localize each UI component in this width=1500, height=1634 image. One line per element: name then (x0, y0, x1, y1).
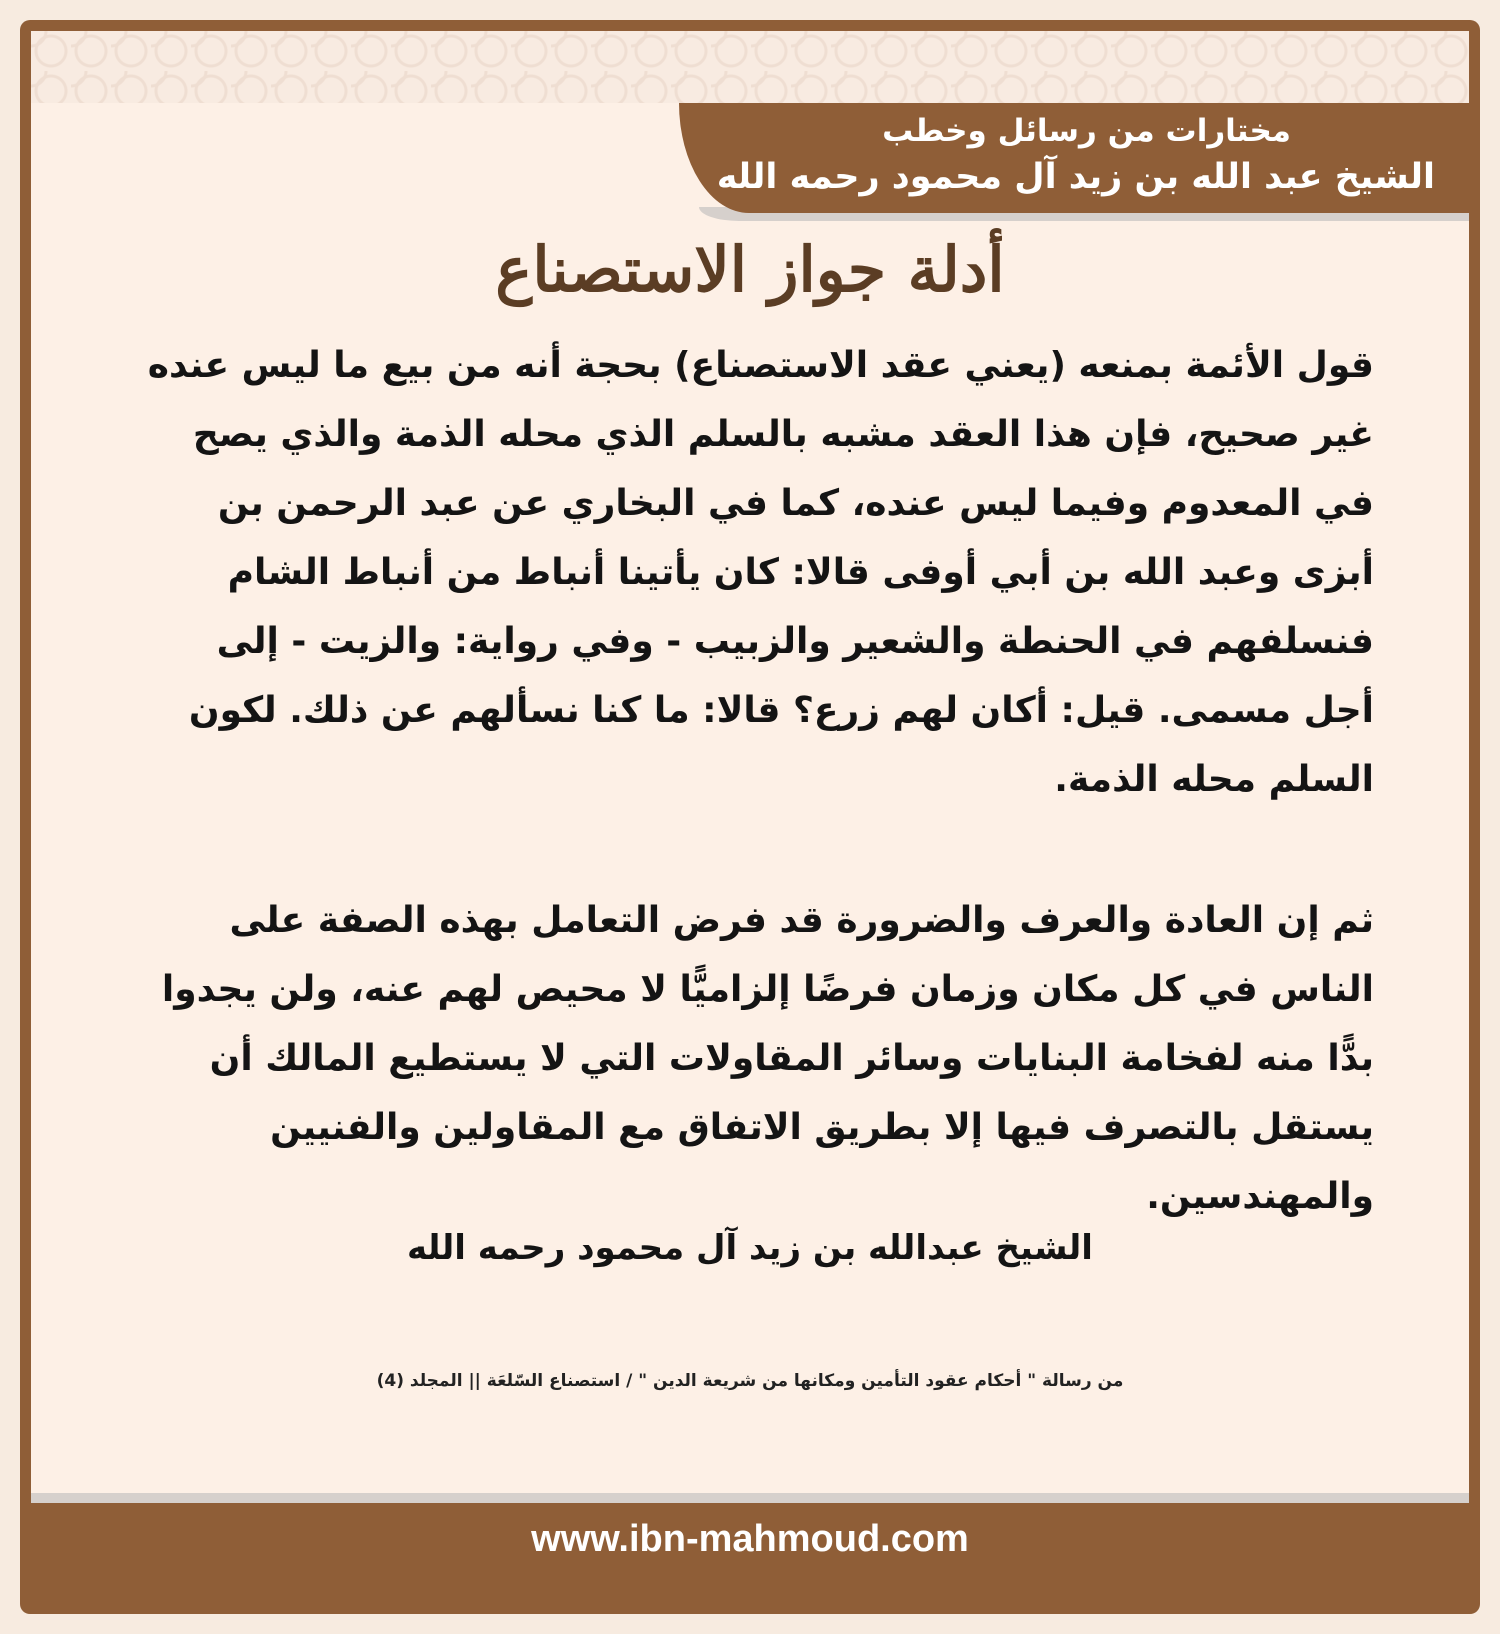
page-frame (20, 20, 1480, 1614)
decorative-pattern (31, 31, 1469, 103)
signature: الشيخ عبدالله بن زيد آل محمود رحمه الله (407, 1228, 1093, 1268)
paragraph-2: ثم إن العادة والعرف والضرورة قد فرض التعامل بهذه الصفة على الناس في كل مكان وزمان فرضًا إلزاميًّا لا محيص لهم عنه، ولن يجدوا بدًّا منه لفخامة البنايات وسائر المقاولات التي لا يستطيع المالك أن يستقل بالتصرف فيها إلا بطريق الاتفاق مع المقاولين والفنيين والمهندسين. (161, 900, 1374, 1217)
bottom-divider (31, 1493, 1469, 1503)
series-title: مختارات من رسائل وخطب (882, 113, 1291, 149)
content-panel (31, 31, 1469, 1503)
author-name-header: الشيخ عبد الله بن زيد آل محمود رحمه الله (716, 157, 1435, 197)
paragraph-1: قول الأئمة بمنعه (يعني عقد الاستصناع) بحجة أنه من بيع ما ليس عنده غير صحيح، فإن هذا العقد مشبه بالسلم الذي محله الذمة والذي يصح في المعدوم وفيما ليس عنده، كما في البخاري عن عبد الرحمن بن أبزى وعبد الله بن أبي أوفى قالا: كان يأتينا أنباط من أنباط الشام فنسلفهم في الحنطة والشعير والزبيب - وفي رواية: والزيت - إلى أجل مسمى. قيل: أكان لهم زرع؟ قالا: ما كنا نسألهم عن ذلك. لكون السلم محله الذمة. (147, 345, 1374, 800)
page-title: أدلة جواز الاستصناع (495, 233, 1005, 306)
header (679, 103, 1469, 213)
source-citation: من رسالة " أحكام عقود التأمين ومكانها من شريعة الدين " / استصناع السّلعَة || المجلد (4) (376, 1371, 1124, 1391)
website-url: www.ibn-mahmoud.com (531, 1518, 969, 1560)
